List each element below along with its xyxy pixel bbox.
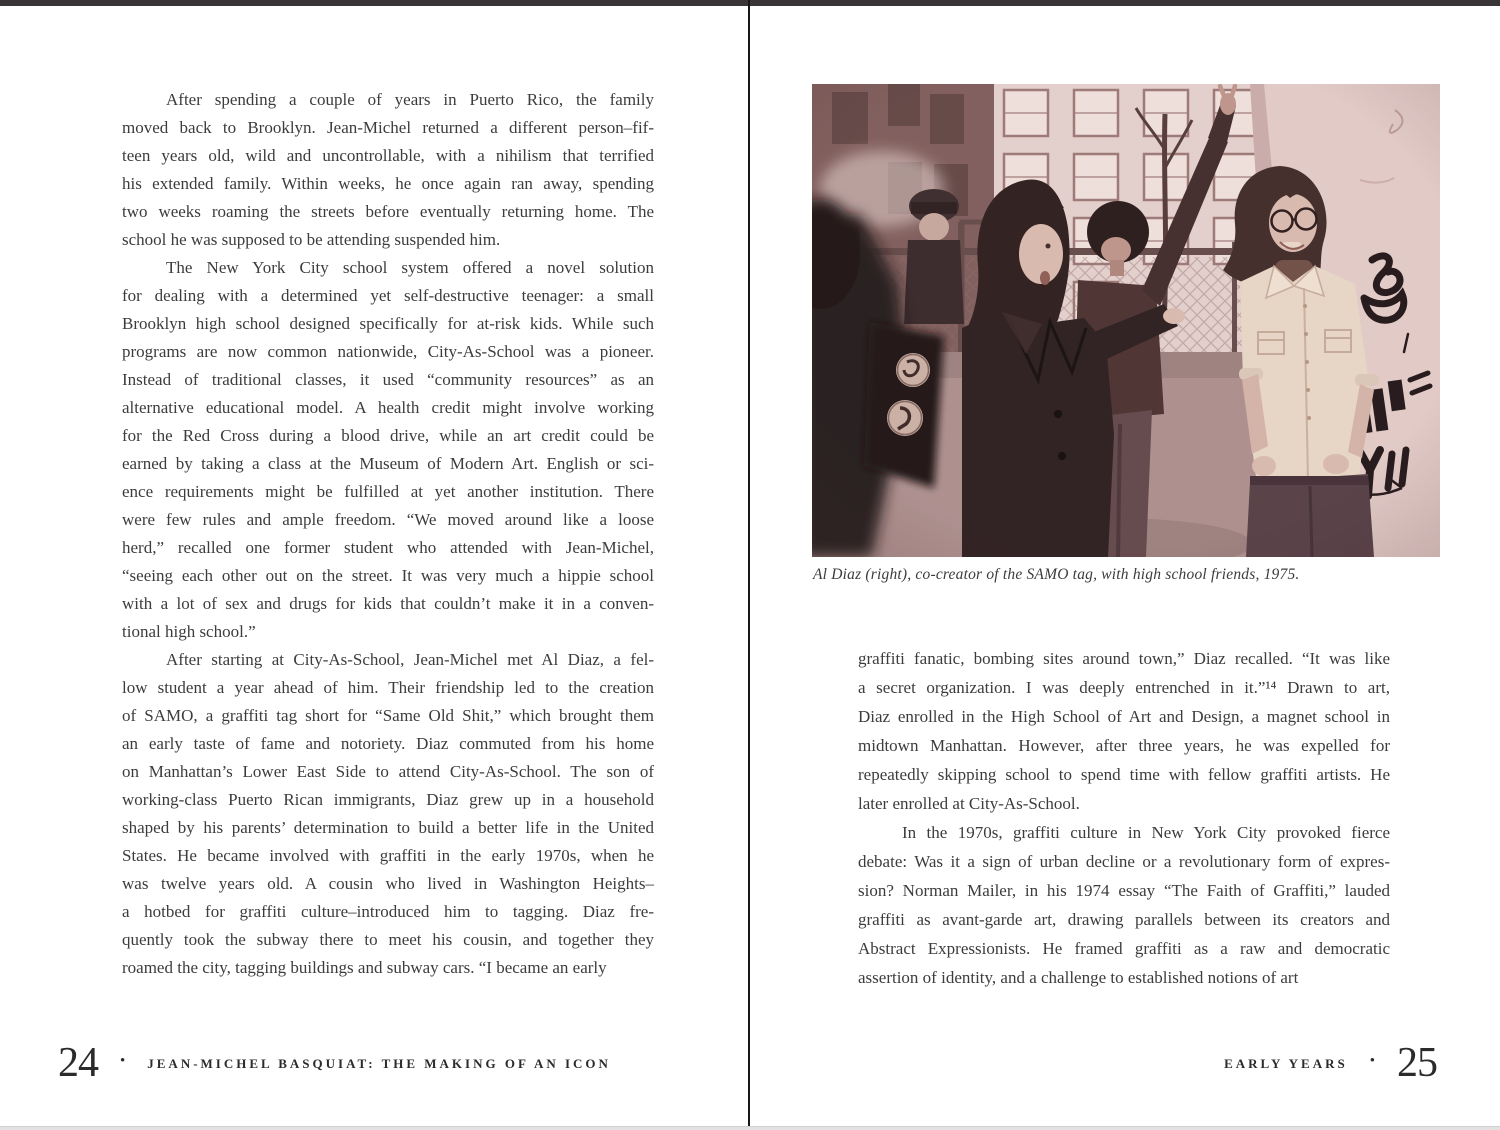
left-page-footer [58,1042,611,1084]
text-line: later enrolled at City-As-School. [858,794,1080,813]
left-page-number: 24 [58,1040,98,1086]
text-line: two weeks roaming the streets before eventually returning home. The [122,202,654,221]
footer-bullet-icon: • [120,1052,126,1069]
text-line: sion? Norman Mailer, in his 1974 essay “The Faith of Graffiti,” lauded [858,881,1390,900]
text-line: teen years old, wild and uncontrollable, with a nihilism that terrified [122,146,654,165]
text-line: The New York City school system offered a novel solution [166,258,654,277]
text-line: was twelve years old. A cousin who lived in Washington Heights– [122,874,654,893]
text-line: his extended family. Within weeks, he once again ran away, spending [122,174,654,193]
text-line: for the Red Cross during a blood drive, while an art credit could be [122,426,654,445]
paragraph [122,86,654,254]
photo-sepia-wash [812,84,1440,557]
left-page-body-text [122,86,654,982]
photo [812,84,1440,557]
page-top-edge [0,0,1500,6]
text-line: “seeing each other out on the street. It was very much a hippie school [122,566,654,585]
text-line: on Manhattan’s Lower East Side to attend City-As-School. The son of [122,762,654,781]
text-line: moved back to Brooklyn. Jean-Michel returned a different person–fif- [122,118,654,137]
text-line: a hotbed for graffiti culture–introduced him to tagging. Diaz fre- [122,902,654,921]
text-line: with a lot of sex and drugs for kids that couldn’t make it in a conven- [122,594,654,613]
right-page-number: 25 [1397,1040,1437,1086]
paragraph [858,644,1390,818]
text-line: Diaz enrolled in the High School of Art and Design, a magnet school in [858,707,1390,726]
text-line: graffiti as avant-garde art, drawing parallels between its creators and [858,910,1390,929]
right-page-footer [1224,1042,1437,1084]
text-line: After starting at City-As-School, Jean-Michel met Al Diaz, a fel- [166,650,654,669]
page-gutter-divider [748,0,750,1130]
paragraph [122,646,654,982]
text-line: of SAMO, a graffiti tag short for “Same Old Shit,” which brought them [122,706,654,725]
page-bottom-edge [0,1126,1500,1130]
text-line: herd,” recalled one former student who attended with Jean-Michel, [122,538,654,557]
text-line: an early taste of fame and notoriety. Diaz commuted from his home [122,734,654,753]
text-line: alternative educational model. A health credit might involve working [122,398,654,417]
text-line: tional high school.” [122,622,256,641]
text-line: shaped by his parents’ determination to build a better life in the United [122,818,654,837]
text-line: working-class Puerto Rican immigrants, Diaz grew up in a household [122,790,654,809]
photo-caption: Al Diaz (right), co-creator of the SAMO tag, with high school friends, 1975. [813,566,1300,583]
text-line: After spending a couple of years in Puerto Rico, the family [166,90,654,109]
text-line: a secret organization. I was deeply entrenched in it.”¹⁴ Drawn to art, [858,678,1390,697]
text-line: earned by taking a class at the Museum of Modern Art. English or sci- [122,454,654,473]
text-line: programs are now common nationwide, City-As-School was a pioneer. [122,342,654,361]
text-line: States. He became involved with graffiti in the early 1970s, when he [122,846,654,865]
text-line: were few rules and ample freedom. “We moved around like a loose [122,510,654,529]
text-line: low student a year ahead of him. Their friendship led to the creation [122,678,654,697]
paragraph [122,254,654,646]
text-line: In the 1970s, graffiti culture in New York City provoked fierce [902,823,1390,842]
text-line: for dealing with a determined yet self-destructive teenager: a small [122,286,654,305]
text-line: Brooklyn high school designed specifically for at-risk kids. While such [122,314,654,333]
right-running-head: EARLY YEARS [1224,1056,1348,1071]
text-line: debate: Was it a sign of urban decline or a revolutionary form of expres- [858,852,1390,871]
text-line: ence requirements might be fulfilled at yet another institution. There [122,482,654,501]
paragraph [858,818,1390,992]
text-line: school he was supposed to be attending suspended him. [122,230,501,249]
text-line: midtown Manhattan. However, after three years, he was expelled for [858,736,1390,755]
text-line: assertion of identity, and a challenge to established notions of art [858,968,1299,987]
text-line: quently took the subway there to meet his cousin, and together they [122,930,654,949]
text-line: Abstract Expressionists. He framed graffiti as a raw and democratic [858,939,1390,958]
text-line: graffiti fanatic, bombing sites around town,” Diaz recalled. “It was like [858,649,1390,668]
footer-bullet-icon: • [1369,1052,1375,1069]
text-line: roamed the city, tagging buildings and subway cars. “I became an early [122,958,607,977]
photo-illustration [812,84,1440,557]
left-running-head: JEAN-MICHEL BASQUIAT: THE MAKING OF AN ICON [147,1056,611,1071]
right-page-body-text [858,644,1390,992]
text-line: repeatedly skipping school to spend time with fellow graffiti artists. He [858,765,1390,784]
text-line: Instead of traditional classes, it used “community resources” as an [122,370,654,389]
